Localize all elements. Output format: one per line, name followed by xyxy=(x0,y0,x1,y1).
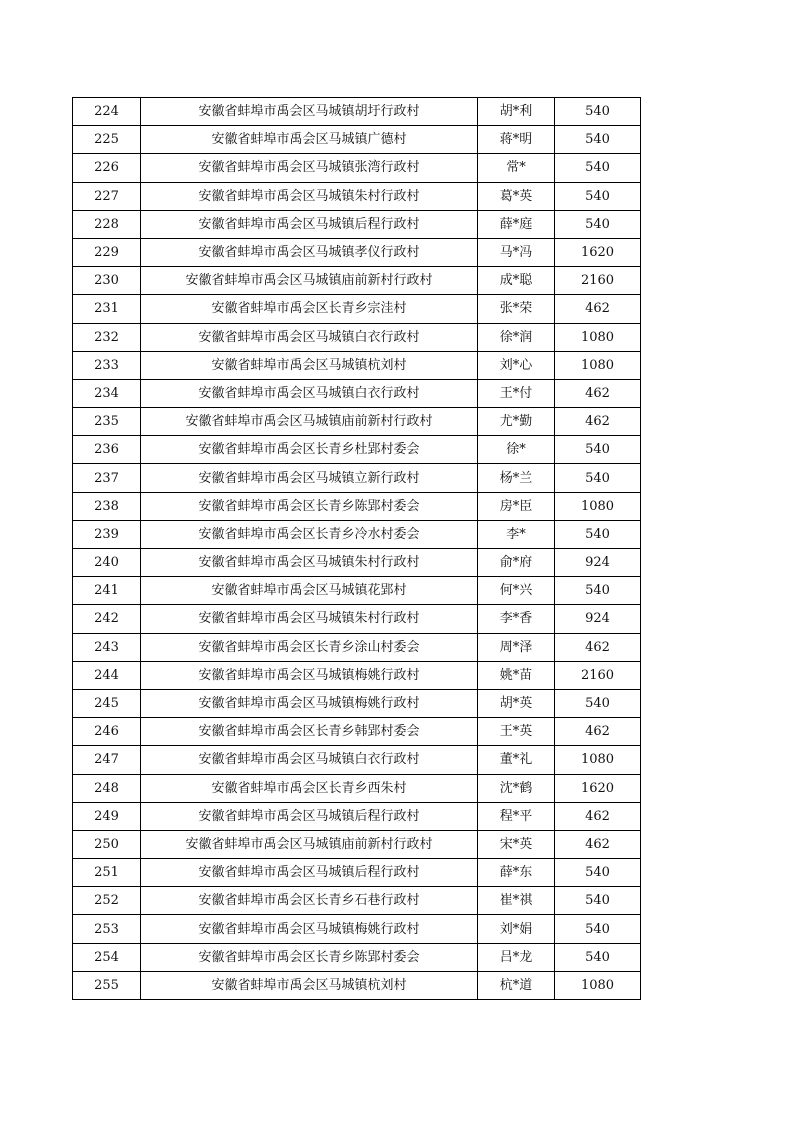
row-name: 李*香 xyxy=(478,605,555,633)
row-amount: 540 xyxy=(555,154,641,182)
row-name: 蒋*明 xyxy=(478,126,555,154)
table-row xyxy=(73,661,641,689)
row-number: 230 xyxy=(73,267,141,295)
row-address: 安徽省蚌埠市禹会区马城镇花郢村 xyxy=(141,577,478,605)
row-address: 安徽省蚌埠市禹会区马城镇庙前新村行政村 xyxy=(141,408,478,436)
row-number: 229 xyxy=(73,238,141,266)
table-row xyxy=(73,267,641,295)
table-row xyxy=(73,718,641,746)
row-number: 224 xyxy=(73,98,141,126)
row-number: 227 xyxy=(73,182,141,210)
row-name: 常* xyxy=(478,154,555,182)
row-address: 安徽省蚌埠市禹会区长青乡西朱村 xyxy=(141,774,478,802)
row-number: 225 xyxy=(73,126,141,154)
table-row xyxy=(73,351,641,379)
row-name: 俞*府 xyxy=(478,549,555,577)
row-number: 253 xyxy=(73,915,141,943)
records-table-body xyxy=(73,98,641,1000)
row-amount: 540 xyxy=(555,182,641,210)
row-name: 杭*道 xyxy=(478,971,555,999)
row-amount: 540 xyxy=(555,915,641,943)
row-name: 周*泽 xyxy=(478,633,555,661)
row-name: 沈*鹤 xyxy=(478,774,555,802)
row-name: 李* xyxy=(478,520,555,548)
row-number: 234 xyxy=(73,379,141,407)
row-amount: 1620 xyxy=(555,238,641,266)
row-address: 安徽省蚌埠市禹会区马城镇胡圩行政村 xyxy=(141,98,478,126)
row-amount: 1080 xyxy=(555,971,641,999)
row-name: 宋*英 xyxy=(478,830,555,858)
row-number: 236 xyxy=(73,436,141,464)
row-address: 安徽省蚌埠市禹会区长青乡韩郢村委会 xyxy=(141,718,478,746)
row-amount: 540 xyxy=(555,436,641,464)
row-number: 237 xyxy=(73,464,141,492)
row-name: 尤*勤 xyxy=(478,408,555,436)
row-number: 249 xyxy=(73,802,141,830)
table-row xyxy=(73,154,641,182)
row-name: 房*臣 xyxy=(478,492,555,520)
row-address: 安徽省蚌埠市禹会区马城镇朱村行政村 xyxy=(141,605,478,633)
row-name: 何*兴 xyxy=(478,577,555,605)
row-address: 安徽省蚌埠市禹会区长青乡陈郢村委会 xyxy=(141,492,478,520)
table-row xyxy=(73,295,641,323)
row-name: 王*付 xyxy=(478,379,555,407)
table-row xyxy=(73,323,641,351)
row-address: 安徽省蚌埠市禹会区马城镇梅姚行政村 xyxy=(141,661,478,689)
row-name: 刘*娟 xyxy=(478,915,555,943)
row-amount: 462 xyxy=(555,802,641,830)
row-amount: 924 xyxy=(555,605,641,633)
row-amount: 540 xyxy=(555,887,641,915)
row-name: 马*冯 xyxy=(478,238,555,266)
row-number: 246 xyxy=(73,718,141,746)
row-number: 250 xyxy=(73,830,141,858)
row-amount: 1080 xyxy=(555,746,641,774)
row-address: 安徽省蚌埠市禹会区马城镇后程行政村 xyxy=(141,859,478,887)
row-address: 安徽省蚌埠市禹会区马城镇后程行政村 xyxy=(141,802,478,830)
table-row xyxy=(73,943,641,971)
table-row xyxy=(73,549,641,577)
row-address: 安徽省蚌埠市禹会区马城镇广德村 xyxy=(141,126,478,154)
row-amount: 540 xyxy=(555,520,641,548)
row-number: 235 xyxy=(73,408,141,436)
table-row xyxy=(73,492,641,520)
row-address: 安徽省蚌埠市禹会区长青乡石巷行政村 xyxy=(141,887,478,915)
table-row xyxy=(73,859,641,887)
row-number: 242 xyxy=(73,605,141,633)
row-amount: 540 xyxy=(555,464,641,492)
row-amount: 540 xyxy=(555,577,641,605)
row-amount: 462 xyxy=(555,408,641,436)
row-amount: 540 xyxy=(555,859,641,887)
row-address: 安徽省蚌埠市禹会区马城镇庙前新村行政村 xyxy=(141,830,478,858)
row-address: 安徽省蚌埠市禹会区长青乡涂山村委会 xyxy=(141,633,478,661)
row-address: 安徽省蚌埠市禹会区长青乡宗洼村 xyxy=(141,295,478,323)
row-name: 杨*兰 xyxy=(478,464,555,492)
row-name: 薛*东 xyxy=(478,859,555,887)
table-row xyxy=(73,746,641,774)
row-name: 葛*英 xyxy=(478,182,555,210)
table-row xyxy=(73,887,641,915)
row-address: 安徽省蚌埠市禹会区马城镇朱村行政村 xyxy=(141,549,478,577)
row-amount: 540 xyxy=(555,689,641,717)
row-amount: 462 xyxy=(555,718,641,746)
row-name: 徐*润 xyxy=(478,323,555,351)
row-amount: 1080 xyxy=(555,492,641,520)
row-name: 张*荣 xyxy=(478,295,555,323)
table-row xyxy=(73,633,641,661)
row-name: 吕*龙 xyxy=(478,943,555,971)
table-row xyxy=(73,577,641,605)
row-number: 245 xyxy=(73,689,141,717)
row-address: 安徽省蚌埠市禹会区马城镇梅姚行政村 xyxy=(141,689,478,717)
table-row xyxy=(73,915,641,943)
row-name: 王*英 xyxy=(478,718,555,746)
row-address: 安徽省蚌埠市禹会区长青乡杜郢村委会 xyxy=(141,436,478,464)
row-address: 安徽省蚌埠市禹会区长青乡冷水村委会 xyxy=(141,520,478,548)
row-number: 226 xyxy=(73,154,141,182)
row-amount: 462 xyxy=(555,295,641,323)
row-amount: 2160 xyxy=(555,267,641,295)
table-row xyxy=(73,830,641,858)
table-row xyxy=(73,182,641,210)
table-row xyxy=(73,238,641,266)
table-row xyxy=(73,436,641,464)
row-amount: 1080 xyxy=(555,351,641,379)
row-number: 247 xyxy=(73,746,141,774)
row-amount: 1080 xyxy=(555,323,641,351)
row-amount: 462 xyxy=(555,633,641,661)
row-number: 248 xyxy=(73,774,141,802)
table-row xyxy=(73,408,641,436)
row-amount: 540 xyxy=(555,943,641,971)
row-amount: 540 xyxy=(555,126,641,154)
table-row xyxy=(73,971,641,999)
row-address: 安徽省蚌埠市禹会区马城镇杭刘村 xyxy=(141,971,478,999)
row-number: 239 xyxy=(73,520,141,548)
row-name: 薛*庭 xyxy=(478,210,555,238)
row-amount: 2160 xyxy=(555,661,641,689)
row-address: 安徽省蚌埠市禹会区马城镇立新行政村 xyxy=(141,464,478,492)
row-number: 232 xyxy=(73,323,141,351)
row-address: 安徽省蚌埠市禹会区马城镇孝仪行政村 xyxy=(141,238,478,266)
table-row xyxy=(73,802,641,830)
row-address: 安徽省蚌埠市禹会区马城镇朱村行政村 xyxy=(141,182,478,210)
row-amount: 462 xyxy=(555,379,641,407)
table-row xyxy=(73,464,641,492)
table-row xyxy=(73,379,641,407)
row-address: 安徽省蚌埠市禹会区马城镇白衣行政村 xyxy=(141,379,478,407)
row-number: 254 xyxy=(73,943,141,971)
row-number: 231 xyxy=(73,295,141,323)
table-row xyxy=(73,774,641,802)
table-row xyxy=(73,520,641,548)
row-number: 252 xyxy=(73,887,141,915)
row-name: 程*平 xyxy=(478,802,555,830)
row-number: 238 xyxy=(73,492,141,520)
table-row xyxy=(73,98,641,126)
row-address: 安徽省蚌埠市禹会区马城镇张湾行政村 xyxy=(141,154,478,182)
row-address: 安徽省蚌埠市禹会区马城镇杭刘村 xyxy=(141,351,478,379)
row-amount: 1620 xyxy=(555,774,641,802)
row-address: 安徽省蚌埠市禹会区马城镇梅姚行政村 xyxy=(141,915,478,943)
row-number: 251 xyxy=(73,859,141,887)
row-number: 233 xyxy=(73,351,141,379)
table-row xyxy=(73,605,641,633)
row-address: 安徽省蚌埠市禹会区马城镇后程行政村 xyxy=(141,210,478,238)
row-name: 徐* xyxy=(478,436,555,464)
row-name: 胡*利 xyxy=(478,98,555,126)
table-row xyxy=(73,210,641,238)
row-address: 安徽省蚌埠市禹会区马城镇白衣行政村 xyxy=(141,746,478,774)
records-table xyxy=(72,97,641,1000)
row-address: 安徽省蚌埠市禹会区长青乡陈郢村委会 xyxy=(141,943,478,971)
row-amount: 462 xyxy=(555,830,641,858)
row-number: 228 xyxy=(73,210,141,238)
row-number: 244 xyxy=(73,661,141,689)
row-name: 姚*苗 xyxy=(478,661,555,689)
row-name: 成*聪 xyxy=(478,267,555,295)
row-number: 243 xyxy=(73,633,141,661)
row-name: 董*礼 xyxy=(478,746,555,774)
row-name: 胡*英 xyxy=(478,689,555,717)
row-amount: 540 xyxy=(555,210,641,238)
row-address: 安徽省蚌埠市禹会区马城镇白衣行政村 xyxy=(141,323,478,351)
row-name: 刘*心 xyxy=(478,351,555,379)
table-row xyxy=(73,689,641,717)
row-number: 255 xyxy=(73,971,141,999)
row-amount: 924 xyxy=(555,549,641,577)
row-address: 安徽省蚌埠市禹会区马城镇庙前新村行政村 xyxy=(141,267,478,295)
row-number: 241 xyxy=(73,577,141,605)
row-amount: 540 xyxy=(555,98,641,126)
row-number: 240 xyxy=(73,549,141,577)
table-row xyxy=(73,126,641,154)
row-name: 崔*祺 xyxy=(478,887,555,915)
